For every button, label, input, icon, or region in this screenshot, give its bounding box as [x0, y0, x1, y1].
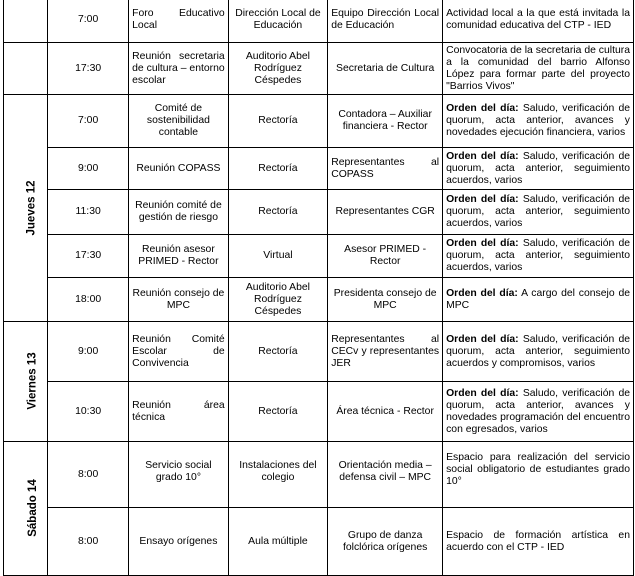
activity-cell: Reunión asesor PRIMED - Rector — [129, 235, 229, 278]
activity-cell: Comité de sostenibilidad contable — [129, 95, 229, 148]
place-cell: Aula múltiple — [228, 508, 328, 576]
activity-cell: Reunión secretaria de cultura – entorno escolar — [129, 43, 229, 95]
time-cell: 10:30 — [48, 382, 129, 442]
day-label: Jueves 12 — [25, 180, 38, 235]
responsible-cell: Grupo de danza folclórica orígenes — [328, 508, 443, 576]
time-cell: 8:00 — [48, 442, 129, 508]
description-cell — [443, 322, 634, 382]
activity-cell: Reunión Comité Escolar de Convivencia — [129, 322, 229, 382]
responsible-cell: Equipo Dirección Local de Educación — [328, 0, 443, 43]
agenda-label: Orden del día: — [446, 150, 519, 162]
place-cell: Rectoría — [228, 95, 328, 148]
day-cell-saturday — [4, 442, 48, 576]
responsible-cell: Área técnica - Rector — [328, 382, 443, 442]
table-row — [4, 508, 634, 576]
time-cell: 17:30 — [48, 43, 129, 95]
day-cell-empty — [4, 43, 48, 95]
time-cell: 7:00 — [48, 0, 129, 43]
agenda-label: Orden del día: — [446, 287, 518, 299]
description-text: Saludo, verificación de quorum, acta anterior, seguimiento acuerdos, varios — [446, 150, 631, 186]
description-text: Saludo, verificación de quorum, acta anterior, seguimiento acuerdos y compromisos, varios — [446, 333, 631, 369]
time-cell: 11:30 — [48, 190, 129, 235]
time-cell: 17:30 — [48, 235, 129, 278]
time-cell: 8:00 — [48, 508, 129, 576]
activity-cell: Reunión consejo de MPC — [129, 278, 229, 322]
activity-cell: Foro Educativo Local — [129, 0, 229, 43]
description-cell — [443, 148, 634, 190]
table-row — [4, 442, 634, 508]
table-row — [4, 322, 634, 382]
description-text: Saludo, verificación de quorum, acta anterior, seguimiento acuerdos, varios — [446, 238, 631, 273]
time-cell: 7:00 — [48, 95, 129, 148]
description-text: A cargo del consejo de MPC — [446, 287, 631, 311]
description-cell — [443, 235, 634, 278]
description-text: Saludo, verificación de quorum, acta anterior, avances y novedades programación del encuentro con egresados, varios — [446, 387, 631, 435]
activity-cell: Reunión área técnica — [129, 382, 229, 442]
agenda-label: Orden del día: — [446, 103, 519, 114]
description-text: Actividad local a la que está invitada la comunidad educativa del CTP - IED — [446, 8, 630, 31]
table-row — [4, 0, 634, 43]
schedule-table — [3, 0, 634, 576]
responsible-cell: Asesor PRIMED - Rector — [328, 235, 443, 278]
agenda-label: Orden del día: — [446, 238, 519, 249]
table-row — [4, 43, 634, 95]
responsible-cell: Representantes CGR — [328, 190, 443, 235]
description-text: Saludo, verificación de quorum, acta anterior, avances y novedades ejecución financiera, varios — [446, 103, 631, 138]
description-cell — [443, 0, 634, 43]
place-cell: Rectoría — [228, 382, 328, 442]
description-cell — [443, 43, 634, 95]
place-cell: Virtual — [228, 235, 328, 278]
description-text: Espacio para realización del servicio social obligatorio de estudiantes grado 10° — [446, 452, 630, 487]
place-cell: Instalaciones del colegio — [228, 442, 328, 508]
table-row — [4, 235, 634, 278]
place-cell: Auditorio Abel Rodríguez Céspedes — [228, 278, 328, 322]
time-cell: 18:00 — [48, 278, 129, 322]
table-row — [4, 382, 634, 442]
place-cell: Rectoría — [228, 148, 328, 190]
description-cell — [443, 382, 634, 442]
table-row — [4, 95, 634, 148]
agenda-label: Orden del día: — [446, 194, 519, 205]
responsible-cell: Orientación media – defensa civil – MPC — [328, 442, 443, 508]
description-cell — [443, 278, 634, 322]
place-cell: Dirección Local de Educación — [228, 0, 328, 43]
responsible-cell: Representantes al COPASS — [328, 148, 443, 190]
time-cell: 9:00 — [48, 322, 129, 382]
agenda-label: Orden del día: — [446, 333, 519, 345]
table-row — [4, 190, 634, 235]
activity-cell: Ensayo orígenes — [129, 508, 229, 576]
responsible-cell: Secretaria de Cultura — [328, 43, 443, 95]
activity-cell: Reunión comité de gestión de riesgo — [129, 190, 229, 235]
place-cell: Rectoría — [228, 322, 328, 382]
day-label: Viernes 13 — [26, 352, 39, 410]
place-cell: Auditorio Abel Rodríguez Céspedes — [228, 43, 328, 95]
responsible-cell: Representantes al CECv y representantes JER — [328, 322, 443, 382]
description-text: Espacio de formación artística en acuerdo con el CTP - IED — [446, 529, 630, 553]
day-cell-friday — [4, 322, 48, 442]
description-cell — [443, 508, 634, 576]
description-cell — [443, 190, 634, 235]
responsible-cell: Presidenta consejo de MPC — [328, 278, 443, 322]
day-cell-thursday — [4, 95, 48, 322]
activity-cell: Reunión COPASS — [129, 148, 229, 190]
description-cell — [443, 95, 634, 148]
agenda-label: Orden del día: — [446, 387, 519, 399]
activity-cell: Servicio social grado 10° — [129, 442, 229, 508]
time-cell: 9:00 — [48, 148, 129, 190]
description-text: Saludo, verificación de quorum, acta anterior, seguimiento acuerdos, varios — [446, 194, 631, 229]
table-row — [4, 278, 634, 322]
place-cell: Rectoría — [228, 190, 328, 235]
day-cell-empty — [4, 0, 48, 43]
description-cell — [443, 442, 634, 508]
table-row — [4, 148, 634, 190]
responsible-cell: Contadora – Auxiliar financiera - Rector — [328, 95, 443, 148]
description-text: Convocatoria de la secretaria de cultura a la comunidad del barrio Alfonso López para formar parte del proyecto "Barrios Vivos" — [446, 44, 630, 92]
day-label: Sábado 14 — [26, 479, 39, 537]
